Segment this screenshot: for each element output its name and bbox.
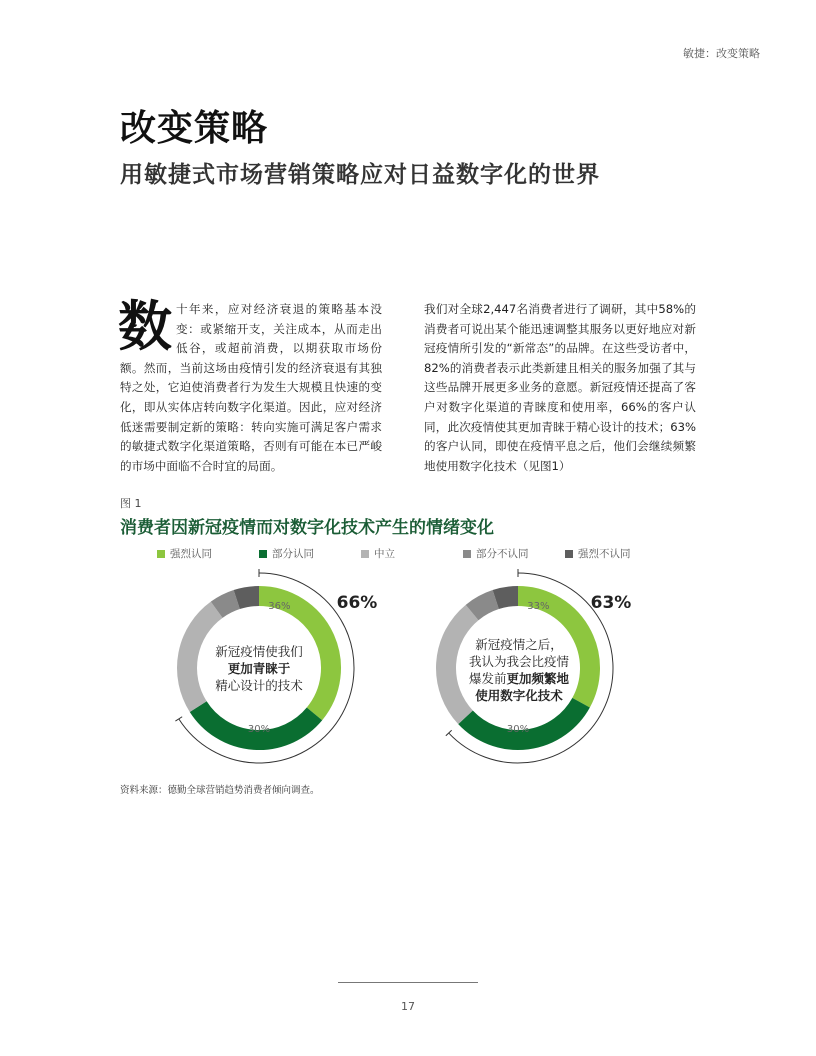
footer-divider xyxy=(338,982,478,983)
center-line-bold: 更加青睐于 xyxy=(227,661,291,676)
legend-label: 强烈认同 xyxy=(170,548,212,560)
center-line-bold: 使用数字化技术 xyxy=(475,688,563,703)
legend-swatch xyxy=(565,550,573,558)
agree-total-label: 63% xyxy=(590,593,632,613)
legend-label: 中立 xyxy=(374,548,395,560)
legend-item-somewhat-agree xyxy=(259,546,361,561)
agree-total-label: 66% xyxy=(336,593,378,613)
bracket-tick xyxy=(446,730,452,735)
donut-segment xyxy=(496,596,518,600)
donut-center-text-1 xyxy=(189,643,329,694)
donut-segment xyxy=(217,600,237,610)
legend-item-neutral xyxy=(361,546,463,561)
figure-title: 消费者因新冠疫情而对数字化技术产生的情绪变化 xyxy=(120,518,494,538)
legend-item-strongly-agree xyxy=(157,546,259,561)
segment-value-label: 30% xyxy=(247,724,271,735)
legend-item-somewhat-disagree xyxy=(463,546,565,561)
center-text-bold: 更加频繁地 xyxy=(506,671,570,686)
center-text-plain: 爆发前 xyxy=(468,671,507,686)
legend-swatch xyxy=(259,550,267,558)
drop-cap: 数 xyxy=(118,295,172,358)
center-line: 新冠疫情之后， xyxy=(475,637,563,652)
center-line: 精心设计的技术 xyxy=(215,678,303,693)
legend-label: 部分不认同 xyxy=(476,548,529,560)
legend-label: 强烈不认同 xyxy=(578,548,631,560)
donut-segment xyxy=(237,596,259,600)
body-left-column xyxy=(118,295,382,476)
segment-value-label: 36% xyxy=(268,601,291,613)
donut-center-text-2 xyxy=(449,636,589,704)
bracket-tick xyxy=(175,717,182,721)
center-line: 新冠疫情使我们 xyxy=(215,644,303,659)
legend-swatch xyxy=(463,550,471,558)
legend-swatch xyxy=(157,550,165,558)
body-left-text: 十年来，应对经济衰退的策略基本没变：或紧缩开支，关注成本，从而走出低谷，或超前消费，以期获取市场份额。然而，当前这场由疫情引发的经济衰退有其独特之处，它迫使消费者行为发生大规模且快速的变化，即从实体店转向数字化渠道。因此，应对经济低迷需要制定新的策略：转向实施可满足客户需求的敏捷式数字化渠道策略，否则有可能在本已严峻的市场中面临不合时宜的局面。 xyxy=(120,302,382,473)
legend-label: 部分认同 xyxy=(272,548,314,560)
figure-source: 资料来源：德勤全球营销趋势消费者倾向调查。 xyxy=(120,785,320,796)
figure-label: 图 1 xyxy=(120,497,142,510)
segment-value-label: 30% xyxy=(506,724,530,735)
chart-legend xyxy=(157,546,667,561)
center-line-mixed xyxy=(449,670,589,687)
legend-item-strongly-disagree xyxy=(565,546,667,561)
body-right-column xyxy=(424,300,696,476)
donut-segment xyxy=(466,703,582,740)
center-line: 我认为我会比疫情 xyxy=(468,654,569,669)
page-title: 改变策略 xyxy=(120,108,269,149)
page-subtitle: 用敏捷式市场营销策略应对日益数字化的世界 xyxy=(120,162,600,188)
running-header: 敏捷：改变策略 xyxy=(683,47,760,60)
segment-value-label: 33% xyxy=(527,601,550,613)
donut-segment xyxy=(198,707,314,740)
legend-swatch xyxy=(361,550,369,558)
page-number: 17 xyxy=(401,1000,415,1013)
donut-segment xyxy=(472,600,496,613)
body-right-text: 我们对全球2,447名消费者进行了调研，其中58%的消费者可说出某个能迅速调整其服务以更好地应对新冠疫情所引发的“新常态”的品牌。在这些受访者中，82%的消费者表示此类新建且相关的服务加强了其与这些品牌开展更多业务的意愿。新冠疫情还提高了客户对数字化渠道的青睐度和使用率，66%的客户认同，此次疫情使其更加青睐于精心设计的技术；63%的客户认同，即使在疫情平息之后，他们会继续频繁地使用数字化技术（见图1） xyxy=(424,302,696,473)
